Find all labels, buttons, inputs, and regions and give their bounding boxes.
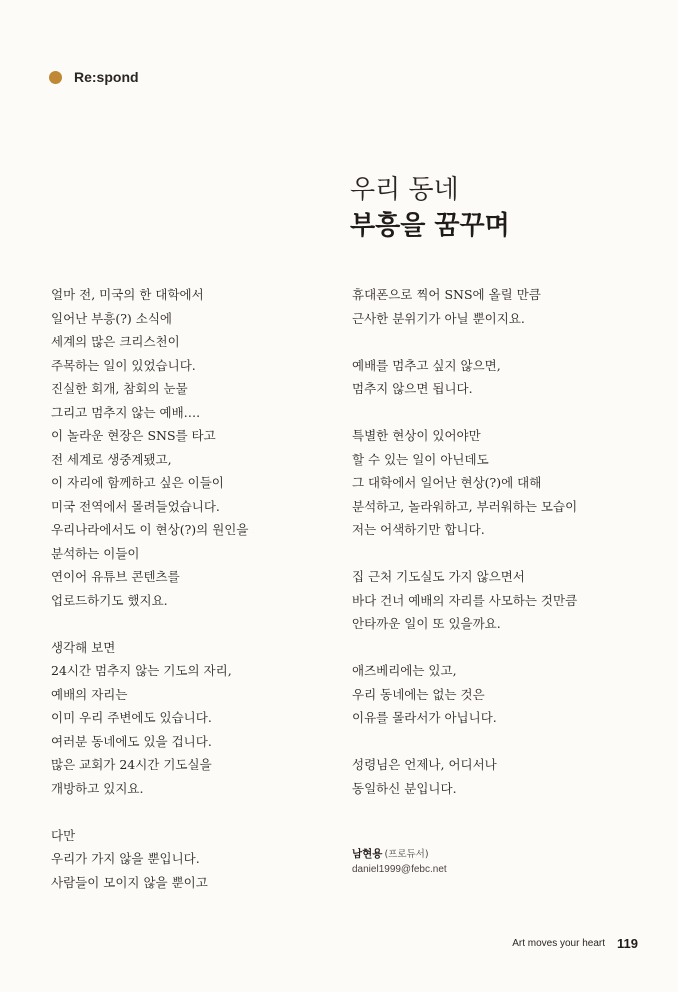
title-line-2: 부흥을 꿈꾸며 [350,211,510,241]
text-line: 진실한 회개, 참회의 눈물 [51,381,188,396]
text-line: 집 근처 기도실도 가지 않으면서 [352,569,525,584]
text-line: 이 자리에 함께하고 싶은 이들이 [51,475,224,490]
text-line: 예배의 자리는 [51,686,128,702]
text-line: 세계의 많은 크리스천이 [51,334,180,349]
stanza [352,354,642,401]
stanza [352,659,642,730]
text-line: 이 놀라운 현장은 SNS를 타고 [51,428,216,443]
text-line: 사람들이 모이지 않을 뿐이고 [51,874,208,890]
left-column [51,283,341,918]
text-line: 그 대학에서 일어난 현상(?)에 대해 [352,475,542,490]
section-label [49,67,139,87]
author-name-line [352,846,447,863]
text-line: 우리 동네에는 없는 것은 [352,686,485,702]
stanza [352,424,642,542]
text-line: 휴대폰으로 찍어 SNS에 올릴 만큼 [352,287,541,302]
text-line: 우리나라에서도 이 현상(?)의 원인을 [51,522,249,537]
text-line: 애즈베리에는 있고, [352,663,457,678]
stanza [352,283,642,330]
text-line: 다만 [51,827,76,843]
article-title [350,172,650,244]
page-number: 119 [617,936,638,951]
stanza [352,565,642,636]
text-line: 많은 교회가 24시간 기도실을 [51,757,212,772]
text-line: 여러분 동네에도 있을 겁니다. [51,733,212,749]
text-line: 얼마 전, 미국의 한 대학에서 [51,287,204,302]
text-line: 바다 건너 예배의 자리를 사모하는 것만큼 [352,592,578,608]
text-line: 이미 우리 주변에도 있습니다. [51,710,212,725]
text-line: 전 세계로 생중계됐고, [51,451,172,467]
stanza [352,753,642,800]
text-line: 일어난 부흥(?) 소식에 [51,310,173,326]
text-line: 예배를 멈추고 싶지 않으면, [352,357,501,373]
text-line: 동일하신 분입니다. [352,780,457,796]
text-line: 분석하는 이들이 [51,545,140,561]
footer-tagline: Art moves your heart [512,938,606,949]
stanza [51,636,341,801]
text-line: 근사한 분위기가 아닐 뿐이지요. [352,310,525,326]
text-line: 연이어 유튜브 콘텐츠를 [51,569,180,584]
text-line: 24시간 멈추지 않는 기도의 자리, [51,663,232,678]
text-line: 개방하고 있지요. [51,780,144,796]
text-line: 저는 어색하기만 합니다. [352,522,485,537]
author-email: daniel1999@febc.net [352,864,447,875]
author-credit [352,846,447,877]
stanza [51,824,341,895]
text-line: 이유를 몰라서가 아닙니다. [352,710,497,725]
text-line: 생각해 보면 [51,639,116,655]
stanza [51,283,341,612]
text-line: 할 수 있는 일이 아닌데도 [352,451,489,467]
section-dot-icon [49,71,62,84]
page-footer [512,936,638,951]
text-line: 안타까운 일이 또 있을까요. [352,616,501,631]
right-column [352,283,642,824]
text-line: 미국 전역에서 몰려들었습니다. [51,498,220,514]
text-line: 멈추지 않으면 됩니다. [352,381,473,396]
author-role: (프로듀서) [384,849,429,860]
text-line: 성령님은 언제나, 어디서나 [352,757,497,772]
text-line: 그리고 멈추지 않는 예배…. [51,404,201,420]
title-line-1: 우리 동네 [350,175,459,205]
text-line: 업로드하기도 했지요. [51,592,168,608]
text-line: 특별한 현상이 있어야만 [352,428,481,443]
text-line: 분석하고, 놀라워하고, 부러워하는 모습이 [352,498,578,514]
text-line: 우리가 가지 않을 뿐입니다. [51,851,200,866]
author-name: 남현용 [352,848,383,860]
text-line: 주목하는 일이 있었습니다. [51,357,196,373]
section-name: Re:spond [74,69,139,85]
